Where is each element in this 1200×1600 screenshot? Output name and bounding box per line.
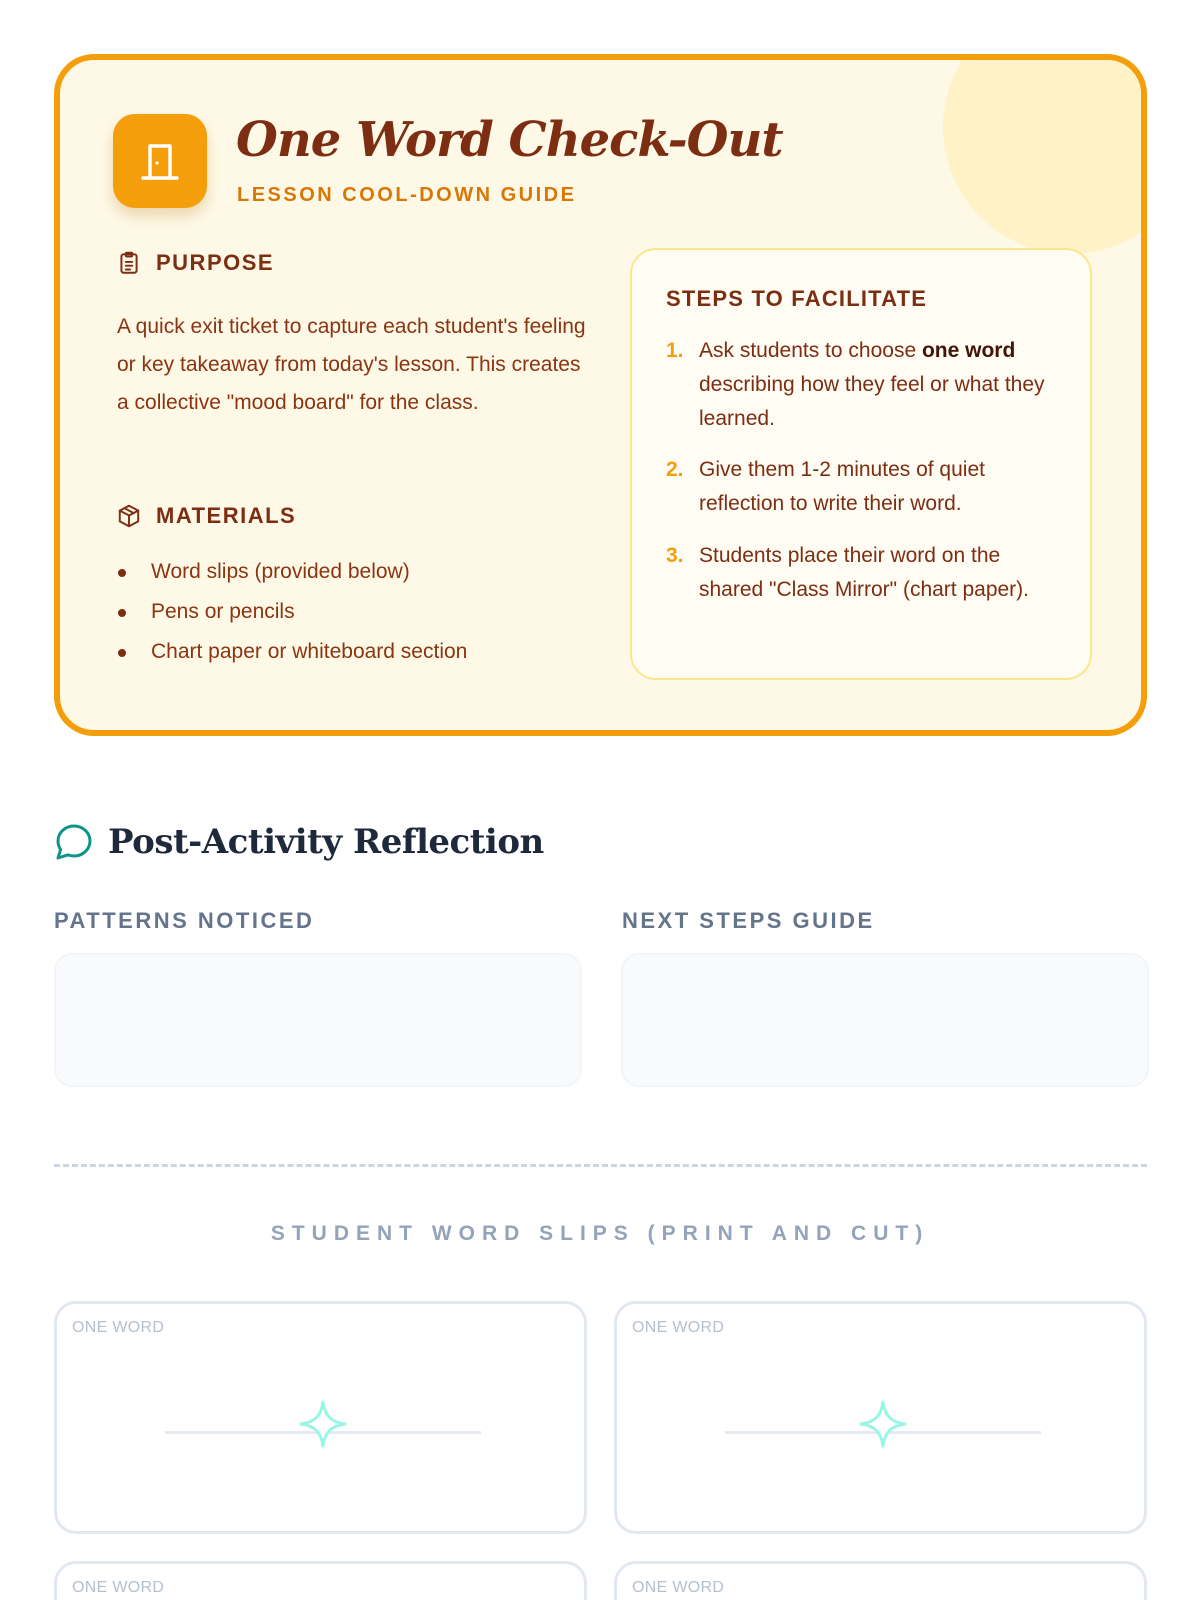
step-item bbox=[666, 334, 1066, 436]
cut-divider bbox=[54, 1164, 1147, 1167]
slip-label: ONE WORD bbox=[72, 1319, 165, 1336]
step-number: 1. bbox=[666, 339, 684, 362]
clipboard-icon bbox=[116, 250, 142, 276]
materials-list bbox=[117, 558, 597, 678]
door-icon bbox=[113, 114, 207, 208]
slip-label: ONE WORD bbox=[632, 1319, 725, 1336]
step-item bbox=[666, 539, 1066, 607]
step-text: Students place their word on the shared "Class Mirror" (chart paper). bbox=[699, 544, 1030, 601]
lesson-card bbox=[54, 54, 1147, 736]
patterns-noticed-field[interactable] bbox=[54, 953, 582, 1087]
purpose-text: A quick exit ticket to capture each student's feeling or key takeaway from today's lesson. This creates a collective "mood board" for the class. bbox=[117, 315, 586, 414]
word-slip bbox=[54, 1561, 587, 1600]
purpose-heading bbox=[116, 250, 274, 276]
list-item: Chart paper or whiteboard section bbox=[117, 638, 597, 678]
materials-heading-label: MATERIALS bbox=[156, 503, 297, 528]
lesson-title: One Word Check-Out bbox=[236, 112, 783, 168]
patterns-noticed-label: PATTERNS NOTICED bbox=[54, 908, 315, 933]
step-number: 3. bbox=[666, 544, 684, 567]
word-slip bbox=[54, 1301, 587, 1534]
list-item: Pens or pencils bbox=[117, 598, 597, 638]
slip-label: ONE WORD bbox=[72, 1579, 165, 1596]
slips-title: STUDENT WORD SLIPS (PRINT AND CUT) bbox=[270, 1222, 930, 1245]
next-steps-field[interactable] bbox=[621, 953, 1149, 1087]
step-text: Give them 1-2 minutes of quiet reflection to write their word. bbox=[699, 458, 985, 515]
list-item: Word slips (provided below) bbox=[117, 558, 597, 598]
box-icon bbox=[116, 503, 142, 529]
speech-bubble-icon bbox=[54, 822, 94, 862]
steps-heading: STEPS TO FACILITATE bbox=[666, 286, 928, 311]
word-slip bbox=[614, 1301, 1147, 1534]
word-slip bbox=[614, 1561, 1147, 1600]
purpose-heading-label: PURPOSE bbox=[156, 250, 275, 275]
sparkle-icon bbox=[857, 1398, 909, 1450]
steps-card bbox=[630, 248, 1092, 680]
lesson-subtitle: LESSON COOL-DOWN GUIDE bbox=[237, 184, 577, 206]
materials-heading bbox=[116, 503, 296, 529]
slip-label: ONE WORD bbox=[632, 1579, 725, 1596]
step-text: Ask students to choose one word describing how they feel or what they learned. bbox=[699, 339, 1045, 430]
reflection-title: Post-Activity Reflection bbox=[108, 822, 544, 862]
sparkle-icon bbox=[297, 1398, 349, 1450]
step-item bbox=[666, 453, 1066, 521]
next-steps-label: NEXT STEPS GUIDE bbox=[622, 908, 875, 933]
reflection-heading bbox=[54, 822, 544, 862]
step-number: 2. bbox=[666, 458, 684, 481]
decorative-circle bbox=[943, 54, 1147, 254]
